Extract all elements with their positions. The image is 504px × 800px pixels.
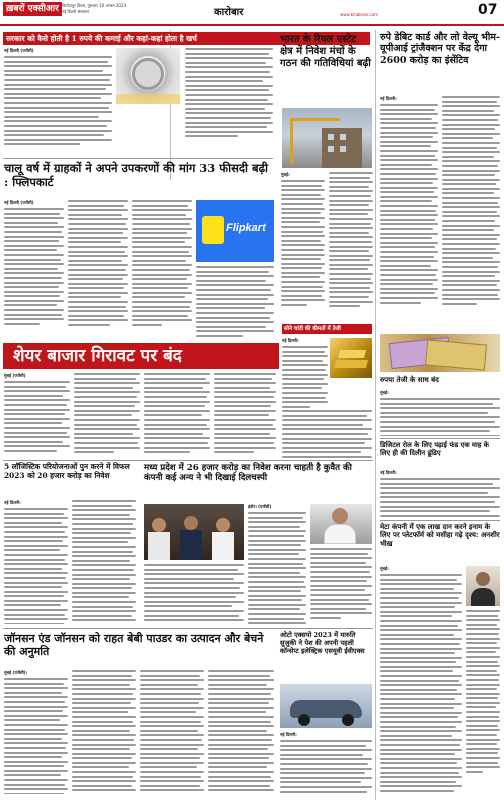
page-number: 07 — [478, 2, 498, 18]
flipkart-text-col3 — [132, 200, 192, 338]
auto-expo-text — [280, 732, 372, 794]
meta-text-col2 — [466, 610, 500, 792]
masthead-date: फिरोजपुर दिवस, गुरूवार 10 अगस्त 2023 — [62, 3, 127, 8]
jnj-text-col4 — [208, 670, 274, 794]
jnj-text-col2 — [72, 670, 136, 794]
newspaper-logo: ख़बरों एक्सीआर — [3, 2, 62, 16]
gold-bars-image — [330, 338, 372, 378]
shopping-bag-icon — [202, 216, 224, 244]
electric-suv-image — [280, 684, 372, 728]
flipkart-headline: चालू वर्ष में ग्राहकों ने अपने उपकरणों की मांग 33 फीसदी बढ़ी : फ्लिपकार्ट — [4, 161, 269, 189]
real-estate-text-col2 — [329, 172, 373, 320]
rupee-byline: मुंबई। — [380, 390, 389, 395]
masthead-edition: नई दिल्ली संस्करण — [62, 9, 90, 14]
mp-investment-byline: इंदौर। (एजेंसी) — [248, 504, 272, 509]
real-estate-headline: भारत के रियल एस्टेट क्षेत्र में निवेश मंचों के गठन की गतिविधियां बढ़ी — [280, 34, 371, 69]
mp-investment-headline: मध्य प्रदेश में 26 हजार करोड़ का निवेश करना चाहती है कुवैत की कंपनी कई अन्य ने भी दिखाई दिलचस्पी — [144, 463, 352, 484]
projects-headline: 5 लॉजिस्टिक परियोजनाओं पुन करने में विफल 2023 को 20 हजार करोड़ का निवेश — [4, 462, 130, 480]
meta-text-col1 — [380, 566, 462, 792]
share-market-text-col3 — [144, 373, 210, 457]
meta-byline: मुंबई। — [380, 566, 389, 571]
column-rule — [375, 30, 376, 800]
rupee-headline: रुपया तेजी के साथ बंद — [380, 375, 439, 384]
jnj-byline: मुंबई (एजेंसी)। — [4, 670, 28, 675]
share-market-headline: शेयर बाजार गिरावट पर बंद — [3, 343, 279, 369]
real-estate-text-col1 — [281, 172, 325, 320]
projects-byline: नई दिल्ली। — [4, 500, 21, 505]
jnj-headline: जॉनसन एंड जॉनसन को राहत बेबी पाउडर का उत्पादन और बेचने की अनुमति — [4, 632, 264, 659]
person-portrait-image — [466, 566, 500, 606]
govt-debt-text-col1 — [4, 48, 112, 156]
flipkart-logo-image — [196, 200, 274, 262]
rupee-coin-image — [116, 48, 180, 104]
mp-investment-text-col2 — [310, 548, 372, 624]
share-market-byline: मुंबई (एजेंसी) — [4, 373, 26, 378]
auto-expo-byline: नई दिल्ली। — [280, 732, 297, 737]
digital-text — [380, 470, 500, 518]
speaker-photo — [310, 504, 372, 544]
meeting-photo — [144, 504, 244, 560]
real-estate-byline: मुंबई। — [281, 172, 290, 177]
digital-headline: डिजिटल रोल के लिए पढ़ाई फंड एक माह के लिए ही की दिलीन ढूंढिए — [380, 441, 489, 458]
currency-notes-image — [380, 334, 500, 372]
share-market-text-col1 — [4, 373, 70, 457]
debit-card-text-col1 — [380, 96, 438, 330]
projects-text-col1 — [4, 500, 68, 624]
debit-card-text-col2 — [442, 96, 500, 330]
masthead-website: www.khabrexr.com — [340, 12, 378, 17]
debit-card-headline: रुपे डेबिट कार्ड और लो वेल्यू भीम-यूपीआई ट्रांजैक्शन पर केंद्र देगा 2600 करोड़ का इंसेंटिव — [380, 32, 500, 66]
flipkart-text-col2 — [68, 200, 128, 338]
rupee-text — [380, 390, 500, 436]
flipkart-text-col1 — [4, 200, 64, 338]
section-title: कारोबार — [214, 7, 244, 18]
projects-text-col2 — [72, 500, 136, 624]
flipkart-wordmark: Flipkart — [226, 222, 266, 234]
flipkart-byline: नई दिल्ली (एजेंसी) — [4, 200, 34, 205]
govt-debt-text-col2 — [185, 48, 273, 156]
meta-headline: मेटा कंपनी में एक लाख दान करने इनाम के लिए पर प्लेटफॉर्म को मसीहा गढ़े दृश्य: अनशीर भीख — [380, 522, 500, 548]
coin-icon — [132, 58, 164, 90]
mp-investment-text-col3 — [144, 564, 244, 624]
govt-debt-headline: सरकार को कैसे होती है 1 रुपये की कमाई और कहां-कहां होता है खर्च — [3, 32, 370, 45]
gold-text — [282, 338, 328, 408]
debit-card-byline: नई दिल्ली। — [380, 96, 397, 101]
jnj-text-col1 — [4, 670, 68, 794]
gold-headline: सोने चांदी की कीमतों में तेजी — [282, 324, 372, 334]
auto-expo-headline: ओटो एक्सपो 2023 में मारुति सुजुकी ने पेश की अपनी पहली कॉन्सेप्ट इलेक्ट्रिक एसयूवी ईवीएक्स — [280, 631, 365, 655]
digital-byline: नई दिल्ली। — [380, 470, 397, 475]
jnj-text-col3 — [140, 670, 204, 794]
flipkart-text-col4 — [196, 266, 274, 338]
share-market-text-col4 — [214, 373, 276, 457]
masthead — [0, 0, 504, 26]
mp-investment-text-col1 — [248, 504, 306, 624]
gold-text-lower — [282, 410, 372, 458]
share-market-text-col2 — [74, 373, 140, 457]
construction-site-image — [282, 108, 372, 168]
govt-debt-byline: नई दिल्ली (एजेंसी) — [4, 48, 34, 53]
gold-byline: नई दिल्ली। — [282, 338, 299, 343]
